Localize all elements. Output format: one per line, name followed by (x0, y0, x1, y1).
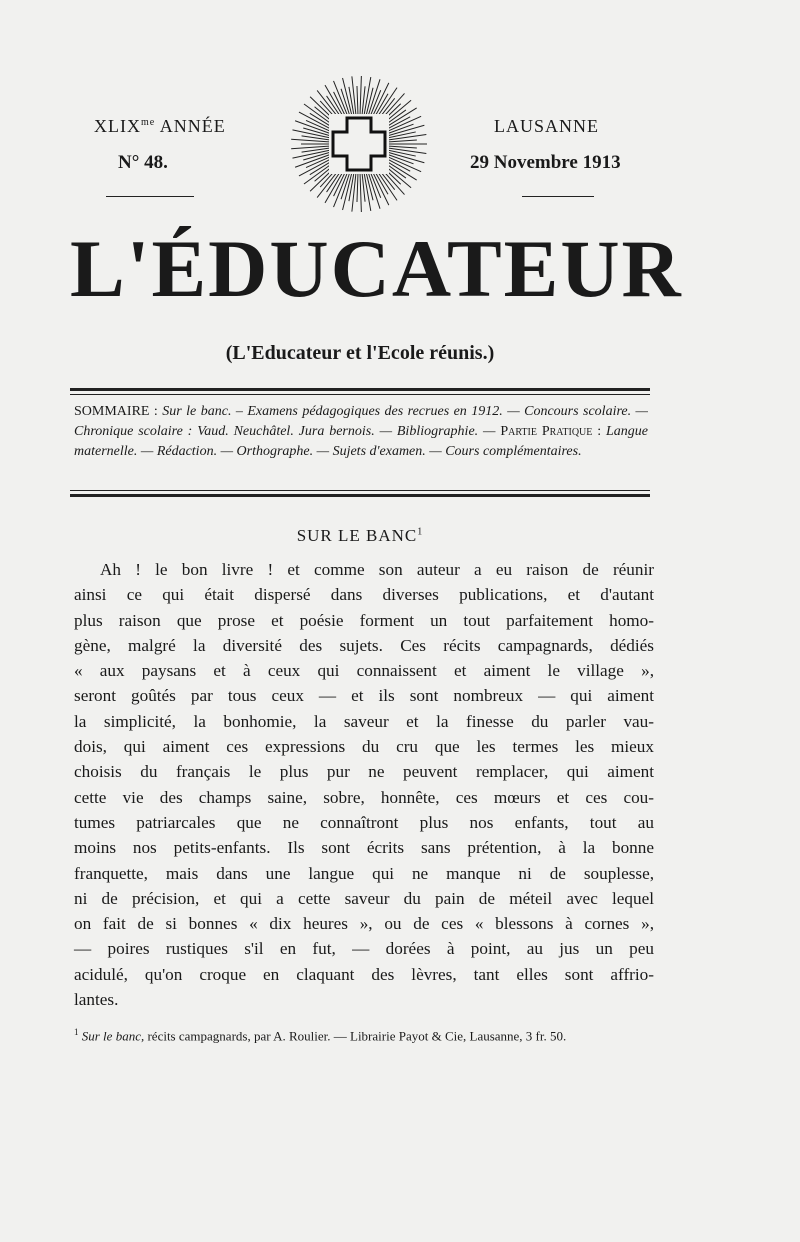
article-line: moins nos petits-enfants. Ils sont écrits sans prétention, à la bonne (74, 838, 654, 858)
summary-part3: Langue maternelle. — Rédaction. — Orthographe. — Sujets d'examen. — Cours complémentaires. (74, 424, 649, 459)
journal-subtitle: (L'Educateur et l'Ecole réunis.) (225, 342, 495, 364)
footnote-mark: 1 (74, 1027, 79, 1037)
footnote (74, 1022, 652, 1046)
summary-top-rule-thin (70, 394, 650, 395)
summary-label: SOMMAIRE : (74, 404, 158, 419)
summary-bottom-rule-thick (70, 494, 650, 497)
article-line: gène, malgré la diversité des sujets. Ces récits campagnards, dédiés (74, 635, 654, 655)
summary-bottom-rule-thin (70, 490, 650, 491)
article-body (74, 557, 654, 1012)
journal-title: L'ÉDUCATEUR (70, 223, 683, 314)
article-line: « aux paysans et à ceux qui connaissent et aiment le village », (74, 661, 654, 681)
summary-top-rule-thick (70, 388, 650, 391)
article-line: choisis du français le plus pur ne peuvent remplacer, qui aiment (74, 762, 654, 782)
header-left-rule (106, 196, 194, 197)
article-line: seront goûtés par tous ceux — et ils sont nombreux — qui aiment (74, 686, 654, 706)
article-line: acidulé, qu'on croque en claquant des lèvres, tant elles sont affrio- (74, 964, 654, 984)
summary-part2-label: Partie Pratique : (500, 424, 602, 439)
city-label: LAUSANNE (494, 116, 599, 136)
footnote-text: récits campagnards, par A. Roulier. — Librairie Payot & Cie, Lausanne, 3 fr. 50. (147, 1028, 567, 1044)
article-line: Ah ! le bon livre ! et comme son auteur a eu raison de réunir (100, 560, 654, 579)
summary-block (74, 402, 648, 462)
article-line: ainsi ce qui était dispersé dans diverses publications, et d'autant (74, 585, 654, 605)
article-line: plus raison que prose et poésie forment un tout parfaitement homo- (74, 610, 654, 630)
article-line: on fait de si bonnes « dix heures », ou de ces « blessons à cornes », (74, 914, 654, 934)
article-title: SUR LE BANC$^1$ (296, 526, 424, 545)
issue-number: N° 48. (118, 152, 168, 173)
article-line: cette vie des champs saine, sobre, honnête, ces mœurs et ces cou- (74, 787, 654, 807)
volume-label: $XLIX^{me}$ ANNÉE (94, 116, 226, 136)
article-line: tumes patriarcales que ne connaîtront plus nos enfants, tout au (74, 812, 654, 832)
article-line: dois, qui aiment ces expressions du cru que les termes les mieux (74, 737, 654, 757)
header-right-rule (522, 196, 594, 197)
article-line: ni de précision, et qui a cette saveur du pain de méteil avec lequel (74, 888, 654, 908)
article-line: la simplicité, la bonhomie, la saveur et la finesse du parler vau- (74, 711, 654, 731)
article-line: lantes. (74, 990, 119, 1010)
article-line: franquette, mais dans une langue qui ne manque ni de souplesse, (74, 863, 654, 883)
summary-part1: Sur le banc. – Examens pédagogiques des recrues en 1912. — Concours scolaire. — Chronique scolaire : Vaud. Neuchâtel. Jura bernois. — Bibliographie. — (74, 404, 648, 439)
swiss-cross-emblem (289, 74, 429, 214)
article-line: — poires rustiques s'il en fut, — dorées à point, au jus un peu (74, 939, 654, 959)
issue-date: 29 Novembre 1913 (470, 152, 621, 173)
footnote-italic: Sur le banc, (81, 1028, 145, 1044)
